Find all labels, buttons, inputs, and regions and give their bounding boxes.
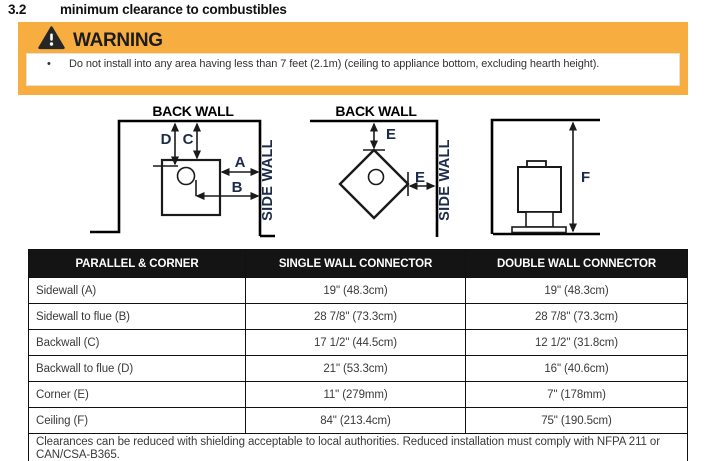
stove-body: [518, 167, 561, 212]
section-number: 3.2: [8, 2, 27, 17]
parallel-corner-diagram: [90, 103, 276, 236]
table-row: [29, 356, 688, 382]
warning-text: Do not install into any area having less than 7 feet (2.1m) (ceiling to appliance bottom, excluding hearth height).: [69, 58, 600, 70]
row-label: Sidewall to flue (B): [29, 304, 246, 330]
row-label: Backwall to flue (D): [29, 356, 246, 382]
dim-d-label: D: [160, 131, 172, 148]
bullet-point: •: [47, 58, 51, 70]
stove-base: [512, 227, 566, 233]
dim-e-top-label: E: [386, 126, 397, 143]
warning-message-box: [26, 53, 680, 86]
section-title: minimum clearance to combustibles: [60, 2, 287, 17]
single-wall-value: 28 7/8" (73.3cm): [246, 304, 466, 330]
row-label: Ceiling (F): [29, 408, 246, 434]
row-label: Backwall (C): [29, 330, 246, 356]
double-wall-value: 12 1/2" (31.8cm): [466, 330, 688, 356]
table-header-row: [29, 250, 688, 278]
row-label: Corner (E): [29, 382, 246, 408]
double-wall-value: 19" (48.3cm): [466, 278, 688, 304]
table-row: [29, 382, 688, 408]
col-header-double-wall: DOUBLE WALL CONNECTOR: [466, 250, 688, 278]
side-wall-label: SIDE WALL: [260, 139, 276, 221]
clearance-table: [28, 249, 688, 461]
double-wall-value: 16" (40.6cm): [466, 356, 688, 382]
flue-outlet: [369, 170, 384, 185]
dim-c-label: C: [182, 131, 194, 148]
dim-e-side-label: E: [415, 169, 426, 186]
double-wall-value: 7" (178mm): [466, 382, 688, 408]
table-note: Clearances can be reduced with shielding acceptable to local authorities. Reduced installation must comply with NFPA 211 or CAN/CSA-B365.: [29, 434, 688, 461]
double-wall-value: 75" (190.5cm): [466, 408, 688, 434]
corner-diagram: [310, 103, 453, 237]
single-wall-value: 19" (48.3cm): [246, 278, 466, 304]
clearance-diagrams: [0, 96, 707, 246]
side-wall-label: SIDE WALL: [437, 139, 453, 221]
back-wall-label: BACK WALL: [152, 103, 234, 119]
flue-outlet: [178, 168, 195, 185]
dim-a-label: A: [234, 154, 246, 171]
single-wall-value: 21" (53.3cm): [246, 356, 466, 382]
single-wall-value: 84" (213.4cm): [246, 408, 466, 434]
col-header-single-wall: SINGLE WALL CONNECTOR: [246, 250, 466, 278]
stove-pedestal: [526, 212, 553, 227]
warning-title: WARNING: [73, 29, 163, 51]
table-row: [29, 408, 688, 434]
warning-icon: [38, 26, 65, 55]
table-row: [29, 278, 688, 304]
dim-f-label: F: [581, 169, 591, 186]
single-wall-value: 11" (279mm): [246, 382, 466, 408]
single-wall-value: 17 1/2" (44.5cm): [246, 330, 466, 356]
section-heading: [8, 2, 698, 17]
table-note-row: [29, 434, 688, 461]
table-row: [29, 304, 688, 330]
double-wall-value: 28 7/8" (73.3cm): [466, 304, 688, 330]
warning-box: [18, 22, 688, 95]
table-row: [29, 330, 688, 356]
row-label: Sidewall (A): [29, 278, 246, 304]
back-wall-label: BACK WALL: [335, 103, 417, 119]
col-header-parallel-corner: PARALLEL & CORNER: [29, 250, 246, 278]
dim-b-label: B: [231, 179, 243, 196]
ceiling-height-diagram: [492, 120, 600, 234]
warning-header: [38, 26, 163, 55]
